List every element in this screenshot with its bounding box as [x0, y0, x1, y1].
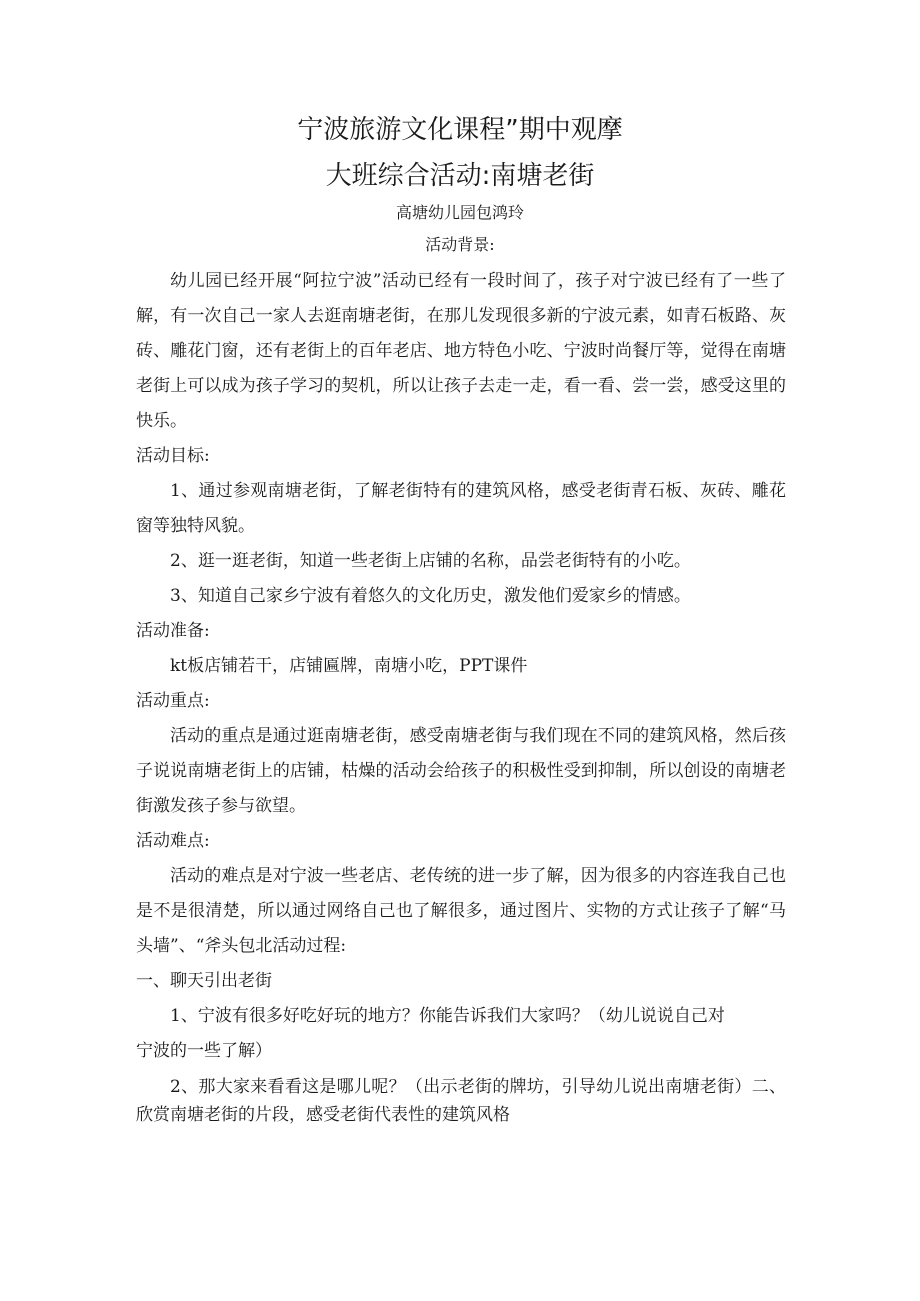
difficulty-paragraph: 活动的难点是对宁波一些老店、老传统的进一步了解，因为很多的内容连我自己也是不是很清楚，所以通过网络自己也了解很多，通过图片、实物的方式让孩子了解“马头墙”、“斧头包北活动过程:	[136, 866, 786, 956]
goal-item: 2、逛一逛老街，知道一些老街上店铺的名称，品尝老街特有的小吃。	[170, 551, 691, 571]
preparation-heading: 活动准备:	[136, 621, 210, 641]
difficulty-heading: 活动难点:	[136, 831, 210, 851]
key-point-paragraph: 活动的重点是通过逛南塘老街，感受南塘老街与我们现在不同的建筑风格，然后孩子说说南塘老街上的店铺，枯燥的活动会给孩子的积极性受到抑制，所以创设的南塘老街激发孩子参与欲望。	[136, 726, 786, 816]
background-paragraph: 幼儿园已经开展“阿拉宁波”活动已经有一段时间了，孩子对宁波已经有了一些了解，有一次自己一家人去逛南塘老街，在那儿发现很多新的宁波元素，如青石板路、灰砖、雕花门窗，还有老街上的百年老店、地方特色小吃、宁波时尚餐厅等，觉得在南塘老街上可以成为孩子学习的契机，所以让孩子去走一走，看一看、尝一尝，感受这里的快乐。	[136, 271, 786, 431]
goals-heading: 活动目标:	[136, 446, 210, 466]
step-2-paragraph: 2、那大家来看看这是哪儿呢？（出示老街的牌坊，引导幼儿说出南塘老街）二、欣赏南塘老街的片段，感受老街代表性的建筑风格	[136, 1077, 786, 1125]
key-point-heading: 活动重点:	[136, 691, 210, 711]
document-subtitle: 大班综合活动:南塘老街	[325, 161, 595, 191]
section-heading-1: 一、聊天引出老街	[136, 971, 272, 991]
step-1-line-1: 1、宁波有很多好吃好玩的地方？你能告诉我们大家吗？（幼儿说说自己对	[170, 1006, 725, 1026]
background-heading: 活动背景:	[425, 235, 495, 254]
author-line: 高塘幼儿园包鸿玲	[395, 203, 524, 222]
document-body	[136, 264, 786, 1129]
preparation-text: kt板店铺若干，店铺匾牌，南塘小吃，PPT课件	[170, 656, 528, 676]
document-title: 宁波旅游文化课程”期中观摩	[297, 115, 623, 145]
step-1-line-2: 宁波的一些了解）	[136, 1041, 272, 1061]
goal-item: 1、通过参观南塘老街，了解老街特有的建筑风格，感受老街青石板、灰砖、雕花窗等独特风貌。	[136, 481, 786, 536]
goal-item: 3、知道自己家乡宁波有着悠久的文化历史，激发他们爱家乡的情感。	[170, 586, 691, 606]
